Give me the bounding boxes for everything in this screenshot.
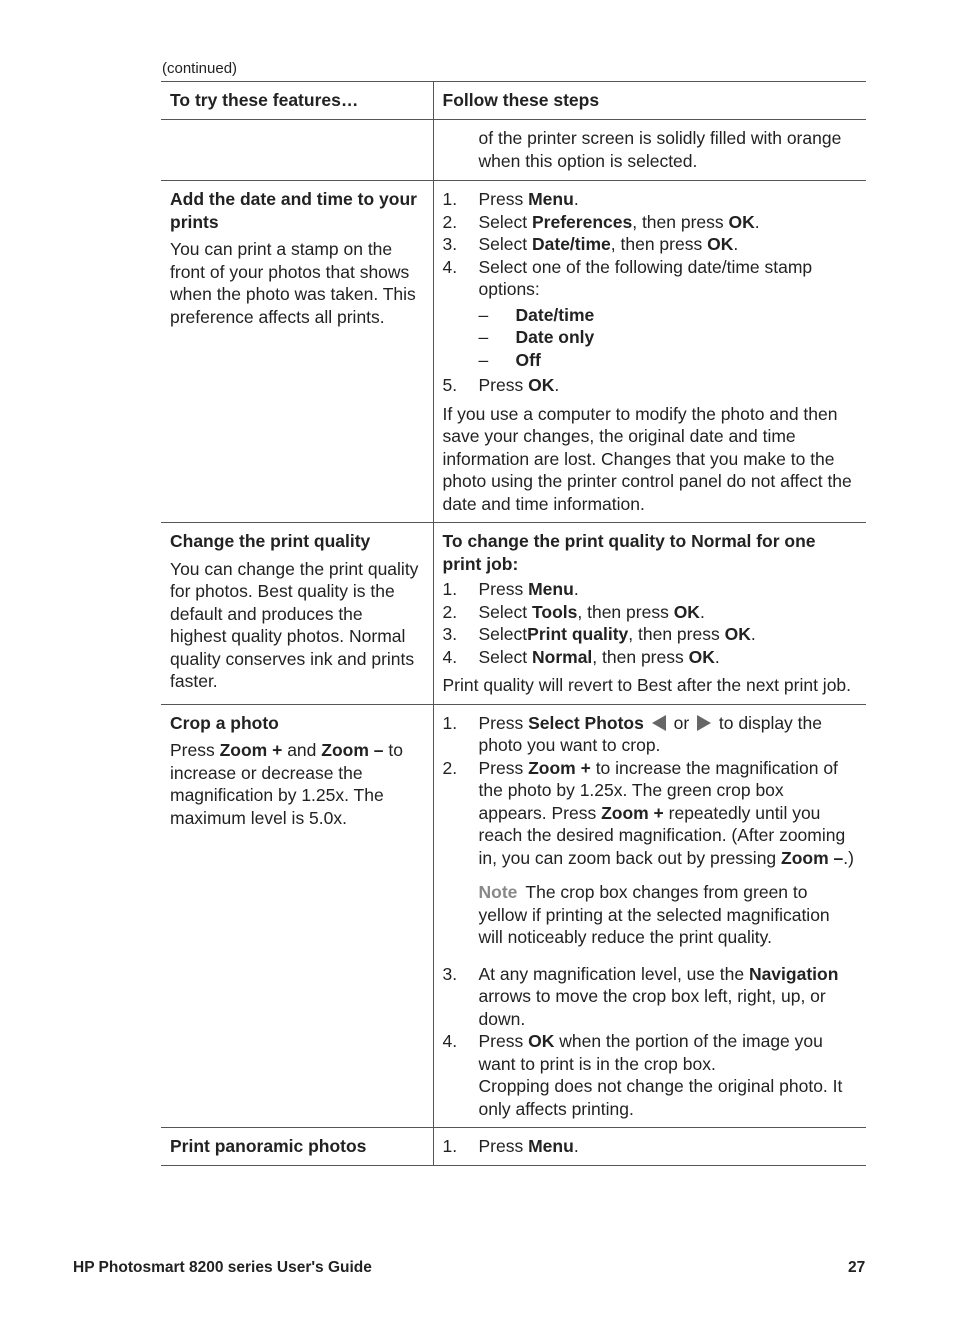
- steps-cell-crop: [433, 704, 866, 1128]
- list-item: 2. Select Preferences, then press OK.: [442, 211, 760, 232]
- note-label: Note: [478, 882, 518, 902]
- continuation-text: of the printer screen is solidly filled with orange when this option is selected.: [478, 128, 842, 171]
- steps-heading: To change the print quality to Normal for one print job:: [442, 531, 816, 574]
- table-row: [161, 704, 866, 1128]
- steps-cell-date-time: [433, 181, 866, 523]
- list-item: 4. Select Normal, then press OK.: [442, 646, 720, 667]
- list-item: 5. Press OK.: [442, 375, 560, 395]
- features-table: [161, 81, 866, 1166]
- feature-cell-crop: [161, 704, 433, 1128]
- continuation-cell: [433, 120, 866, 181]
- list-item: 1. Press Menu.: [442, 1136, 579, 1156]
- header-steps: Follow these steps: [433, 82, 866, 120]
- steps-cell-panoramic: [433, 1128, 866, 1166]
- option-item: – Off: [478, 349, 541, 370]
- feature-cell-date-time: [161, 181, 433, 523]
- steps-list: [443, 188, 857, 397]
- list-item: 4. Select one of the following date/time stamp options: – Date/time – Date only – Off: [443, 256, 857, 372]
- date-time-note: If you use a computer to modify the photo and then save your changes, the original date and time information are lost. Changes that you make to the photo using the printer control panel do not affect the date and time information.: [442, 403, 852, 514]
- date-stamp-options: [479, 304, 857, 372]
- steps-list: [443, 578, 857, 668]
- list-item: 2. Select Tools, then press OK.: [442, 601, 705, 622]
- print-quality-note: Print quality will revert to Best after the next print job.: [442, 675, 852, 695]
- list-item: 2. Press Zoom + to increase the magnification of the photo by 1.25x. The green crop box appears. Press Zoom + repeatedly until you reach the desired magnification. (After zooming in, you can zoom back out by pressing Zoom –.) Note The crop box changes from green to yellow if printing at the selected magnification will noticeably reduce the print quality.: [443, 757, 857, 949]
- continued-label: (continued): [162, 60, 238, 77]
- feature-description: Press Zoom + and Zoom – to increase or decrease the magnification by 1.25x. The maximum level is 5.0x.: [170, 740, 403, 828]
- feature-description: You can change the print quality for photos. Best quality is the default and produces the highest quality photos. Normal quality conserves ink and prints faster.: [170, 558, 419, 691]
- list-item: 1. Press Menu.: [442, 189, 579, 209]
- list-item: 3. At any magnification level, use the Navigation arrows to move the crop box left, right, up, or down.: [442, 963, 839, 1029]
- option-item: – Date/time: [478, 304, 595, 325]
- option-item: – Date only: [478, 327, 595, 347]
- steps-list: [443, 712, 857, 1121]
- table-row: [161, 1128, 866, 1166]
- steps-list: [443, 1135, 857, 1158]
- table-header-row: [161, 82, 866, 120]
- empty-cell: [161, 120, 433, 181]
- feature-title: Crop a photo: [170, 712, 279, 733]
- list-item: 4. Press OK when the portion of the image you want to print is in the crop box. Cropping does not change the original photo. It only affects printing.: [443, 1030, 857, 1120]
- feature-cell-panoramic: [161, 1128, 433, 1166]
- feature-title: Add the date and time to your prints: [170, 189, 417, 232]
- footer-guide-title: HP Photosmart 8200 series User's Guide: [73, 1259, 372, 1276]
- feature-title: Print panoramic photos: [170, 1136, 367, 1156]
- list-item: 3. Select Date/time, then press OK.: [442, 234, 739, 254]
- list-item: 1. Press Select Photos or to display the photo you want to crop.: [442, 712, 822, 755]
- crop-extra-text: Cropping does not change the original photo. It only affects printing.: [478, 1076, 843, 1119]
- steps-cell-print-quality: [433, 523, 866, 705]
- table-row: [161, 120, 866, 181]
- table-row: [161, 181, 866, 523]
- crop-note: Note The crop box changes from green to yellow if printing at the selected magnification will noticeably reduce the print quality.: [478, 882, 830, 947]
- feature-title: Change the print quality: [170, 531, 371, 551]
- header-features: To try these features…: [161, 82, 433, 120]
- page-number: 27: [848, 1259, 866, 1276]
- arrow-left-icon: [652, 715, 666, 731]
- arrow-right-icon: [697, 715, 711, 731]
- table-row: [161, 523, 866, 705]
- feature-cell-print-quality: [161, 523, 433, 705]
- list-item: 1. Press Menu.: [442, 579, 579, 599]
- feature-description: You can print a stamp on the front of your photos that shows when the photo was taken. This preference affects all prints.: [170, 239, 416, 327]
- list-item: 3. SelectPrint quality, then press OK.: [442, 624, 756, 644]
